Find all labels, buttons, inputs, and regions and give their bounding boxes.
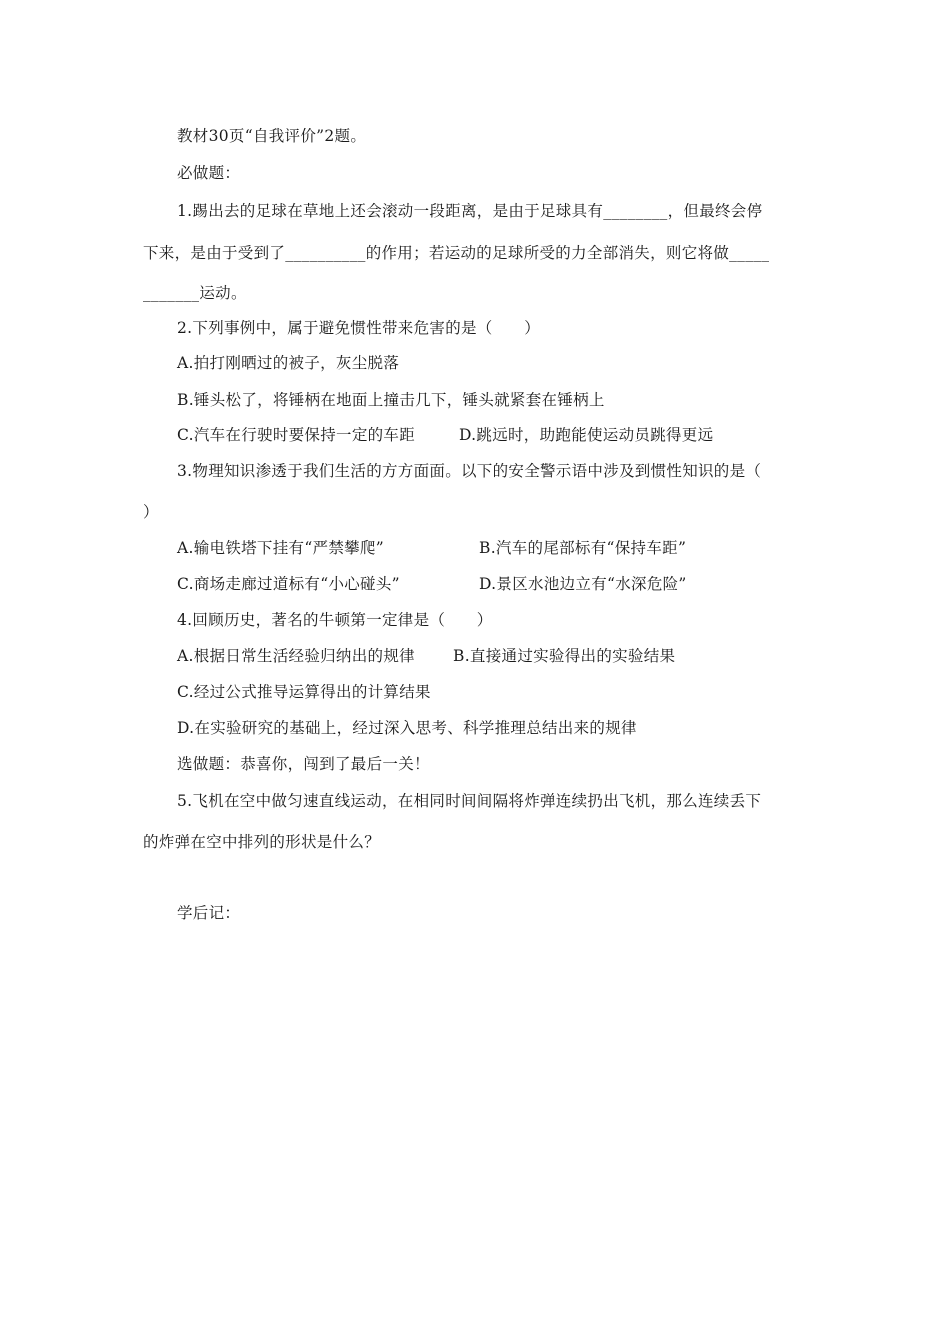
q4-option-b: B.直接通过实验得出的实验结果 xyxy=(453,647,676,665)
q2-option-c: C.汽车在行驶时要保持一定的车距 xyxy=(177,426,416,444)
q3-option-a: A.输电铁塔下挂有“严禁攀爬” xyxy=(177,539,384,557)
q1-line2: 下来，是由于受到了__________的作用；若运动的足球所受的力全部消失，则它将做_____ xyxy=(143,244,770,262)
q1-line3: _______运动。 xyxy=(143,284,247,302)
q2-stem: 2.下列事例中，属于避免惯性带来危害的是（ ） xyxy=(177,319,540,337)
q2-options-cd xyxy=(177,425,714,445)
q4-option-d: D.在实验研究的基础上，经过深入思考、科学推理总结出来的规律 xyxy=(177,719,637,737)
q3-option-b: B.汽车的尾部标有“保持车距” xyxy=(479,539,687,557)
q4-option-c: C.经过公式推导运算得出的计算结果 xyxy=(177,683,431,701)
q3-stem-line1: 3.物理知识渗透于我们生活的方方面面。以下的安全警示语中涉及到惯性知识的是（ xyxy=(177,462,762,480)
q3-options-ab xyxy=(177,538,687,558)
q2-option-d: D.跳远时，助跑能使运动员跳得更远 xyxy=(459,426,714,444)
q3-option-d: D.景区水池边立有“水深危险” xyxy=(479,575,687,593)
q5-line1: 5.飞机在空中做匀速直线运动，在相同时间间隔将炸弹连续扔出飞机，那么连续丢下 xyxy=(177,792,762,810)
q1-line1: 1.踢出去的足球在草地上还会滚动一段距离，是由于足球具有________，但最终会停 xyxy=(177,202,763,220)
q5-line2: 的炸弹在空中排列的形状是什么？ xyxy=(143,833,381,851)
notes-label: 学后记： xyxy=(177,904,241,922)
intro-text: 教材30页“自我评价”2题。 xyxy=(177,127,367,145)
q4-options-ab xyxy=(177,646,676,666)
q3-options-cd xyxy=(177,574,687,594)
q3-option-c: C.商场走廊过道标有“小心碰头” xyxy=(177,575,400,593)
optional-heading: 选做题：恭喜你，闯到了最后一关！ xyxy=(177,755,430,773)
q3-stem-line2: ） xyxy=(143,503,159,521)
q2-option-a: A.拍打刚晒过的被子，灰尘脱落 xyxy=(177,354,400,372)
q4-option-a: A.根据日常生活经验归纳出的规律 xyxy=(177,647,415,665)
q4-stem: 4.回顾历史，著名的牛顿第一定律是（ ） xyxy=(177,611,493,629)
required-heading: 必做题： xyxy=(177,164,241,182)
q2-option-b: B.锤头松了，将锤柄在地面上撞击几下，锤头就紧套在锤柄上 xyxy=(177,391,605,409)
